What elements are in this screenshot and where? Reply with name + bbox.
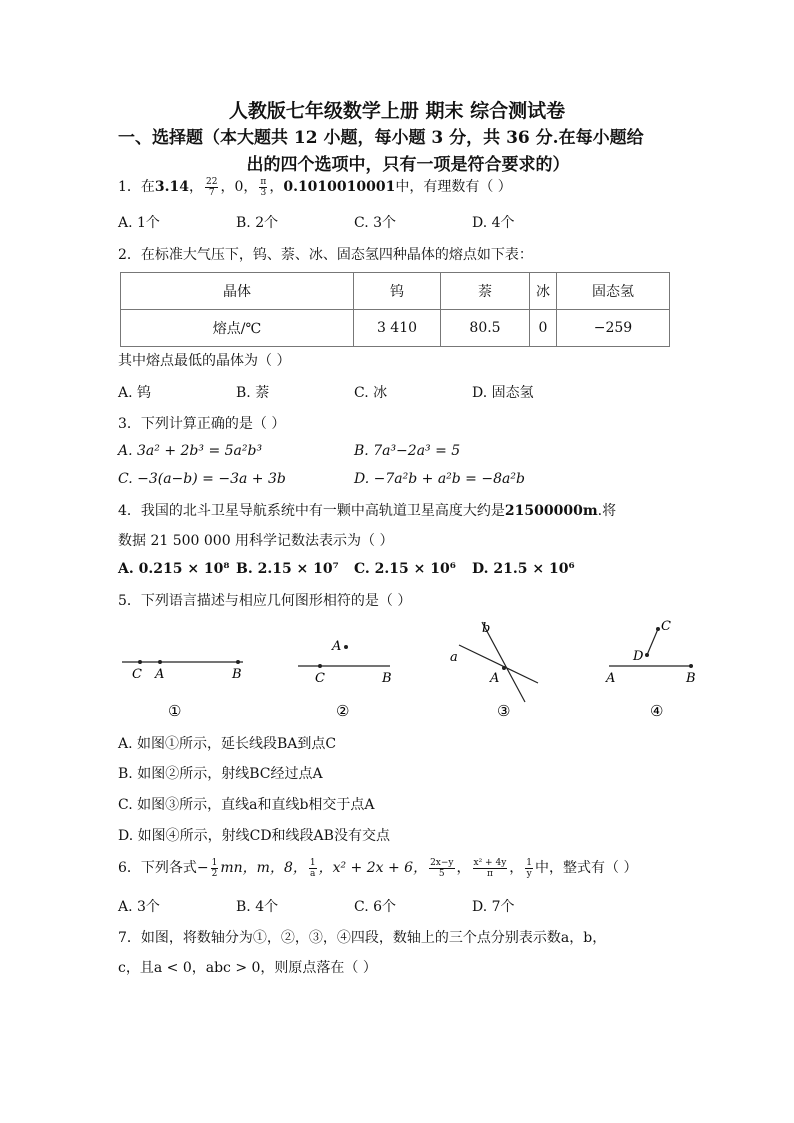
svg-text:b: b [482,621,491,636]
table-row [121,310,670,347]
melting-point-table [120,272,670,347]
section-heading-line2: 出的四个选项中，只有一项是符合要求的） [246,155,570,175]
q1-fraction-pi-3 [259,177,267,198]
table-cell: 80.5 [441,310,530,347]
q2-option-c: C. 冰 [354,385,388,401]
page-title: 人教版七年级数学上册 期末 综合测试卷 [228,100,566,122]
section-heading [118,125,678,179]
table-header-row [121,273,670,310]
q6-fraction-1 [429,858,454,879]
table-header-cell: 钨 [354,273,441,310]
q1-zero: ，0， [220,179,258,195]
svg-text:A: A [332,639,342,654]
table-cell: 0 [530,310,557,347]
q6-inv-den: a [310,868,316,879]
svg-text:A: A [606,671,616,686]
q6-f1-num: 2x−y [430,857,454,868]
q5-option-a: A. 如图①所示，延长线段BA到点C [118,736,337,752]
svg-text:B: B [686,671,696,686]
q1-stem: 1．在 [118,179,155,195]
q1-sep: ， [189,179,204,195]
q1-pi-num: π [260,176,267,187]
q3-option-d: D. −7a²b + a²b = −8a²b [354,471,525,487]
q1-option-a: A. 1个 [118,215,160,231]
q6-poly: ，x² + 2x + 6， [318,860,428,876]
svg-text:B: B [232,667,242,682]
q4-line2: 数据 21 500 000 用科学记数法表示为（ ） [118,533,394,549]
question-1: 1．在3.14， $\frac{22}{7}$ ，0， $\frac{\pi}{3}$ ，0.1010010001中，有理数有（ ） [118,176,512,198]
q6-option-d: D. 7个 [472,899,515,915]
q2-option-a: A. 钨 [118,385,152,401]
q1-option-c: C. 3个 [354,215,397,231]
q6-invy-num: 1 [526,857,533,868]
q6-inv-num: 1 [309,857,316,868]
q1-pi-den: 3 [260,187,267,198]
question-3: 3．下列计算正确的是（ ） [118,416,286,432]
svg-text:C: C [315,671,325,686]
table-cell: −259 [557,310,670,347]
figure-1 [122,660,243,720]
q2-option-b: B. 萘 [236,385,270,401]
figure-label-3: ③ [497,702,511,720]
q6-f2-den: π [486,868,493,879]
figure-label-2: ② [336,702,350,720]
q1-number-2: 0.1010010001 [283,179,396,195]
section-heading-line1: 一、选择题（本大题共 12 小题，每小题 3 分，共 36 分.在每小题给 [118,128,644,148]
figure-2 [298,639,392,720]
q6-fraction-inv-y [525,858,533,879]
q1-frac-num: 22 [206,176,218,187]
figure-label-1: ① [168,702,182,720]
q1-option-d: D. 4个 [472,215,515,231]
q6-fraction-inv-a [309,858,317,879]
q3-option-c: C. −3(a−b) = −3a + 3b [118,471,286,487]
table-header-cell: 晶体 [121,273,354,310]
q1-option-b: B. 2个 [236,215,279,231]
q3-option-b: B. 7a³−2a³ = 5 [354,443,461,459]
figure-label-4: ④ [650,702,664,720]
question-5: 5．下列语言描述与相应几何图形相符的是（ ） [118,593,412,609]
q6-invy-den: y [526,868,532,879]
q1-number-1: 3.14 [154,179,190,195]
svg-text:A: A [490,671,500,686]
q2-option-d: D. 固态氢 [472,385,534,401]
figure-4 [605,619,696,720]
table-cell: 3 410 [354,310,441,347]
q4-option-d: D. 21.5 × 10⁶ [472,561,575,577]
q5-option-d: D. 如图④所示，射线CD和线段AB没有交点 [118,828,390,844]
table-cell: 熔点/℃ [121,310,354,347]
q4-option-a: A. 0.215 × 10⁸ [118,561,230,577]
question-4 [118,500,616,520]
q3-option-a: A. 3a² + 2b³ = 5a²b³ [118,443,263,459]
q6-f2-num: x² + 4y [473,857,507,868]
q5-figures [110,615,710,725]
q5-option-c: C. 如图③所示，直线a和直线b相交于点A [118,797,375,813]
question-6: 6．下列各式− $\frac{1}{2}$ mn，m，8， $\frac{1}{a}$ ，x² + 2x + 6， $\frac{2x-y}{5}$ ， $\frac{\text{x² + 4y}}{\pi}$ ， $\frac{1}{y}$ 中，整式有（ ） [118,857,638,879]
q4-option-b: B. 2.15 × 10⁷ [236,561,339,577]
q6-stem: 6．下列各式− [118,860,209,876]
q6-option-c: C. 6个 [354,899,397,915]
question-2: 2．在标准大气压下，钨、萘、冰、固态氢四种晶体的熔点如下表： [118,247,533,263]
q4-stem-end: .将 [597,503,617,519]
q6-fraction-2 [473,858,508,879]
figure-3 [450,621,538,720]
q1-frac-den: 7 [208,187,215,198]
q1-stem-end: 中，有理数有（ ） [395,179,512,195]
question-7: 7．如图，将数轴分为①，②，③，④四段，数轴上的三个点分别表示数a，b， [118,930,607,946]
q4-option-c: C. 2.15 × 10⁶ [354,561,456,577]
svg-text:B: B [382,671,392,686]
q7-line2: c，且a < 0，abc > 0，则原点落在（ ） [118,960,377,976]
q6-option-a: A. 3个 [118,899,160,915]
svg-text:C: C [661,619,671,634]
table-header-cell: 冰 [530,273,557,310]
q6-fraction-half [211,858,219,879]
q6-stem-end: 中，整式有（ ） [535,860,638,876]
q1-fraction-22-7 [205,177,218,198]
table-header-cell: 固态氢 [557,273,670,310]
svg-text:A: A [155,667,165,682]
table-header-cell: 萘 [441,273,530,310]
q4-value: 21500000m [504,503,598,519]
svg-text:D: D [633,649,644,664]
q6-f1-den: 5 [438,868,445,879]
q5-option-b: B. 如图②所示，射线BC经过点A [118,766,323,782]
q6-half-den: 2 [211,868,218,879]
q4-stem: 4．我国的北斗卫星导航系统中有一颗中高轨道卫星高度大约是 [118,503,505,519]
svg-text:a: a [450,650,458,665]
q6-half-num: 1 [211,857,218,868]
svg-text:C: C [132,667,142,682]
q6-mn: mn，m，8， [220,860,307,876]
q6-option-b: B. 4个 [236,899,279,915]
q2-followup: 其中熔点最低的晶体为（ ） [118,353,291,369]
